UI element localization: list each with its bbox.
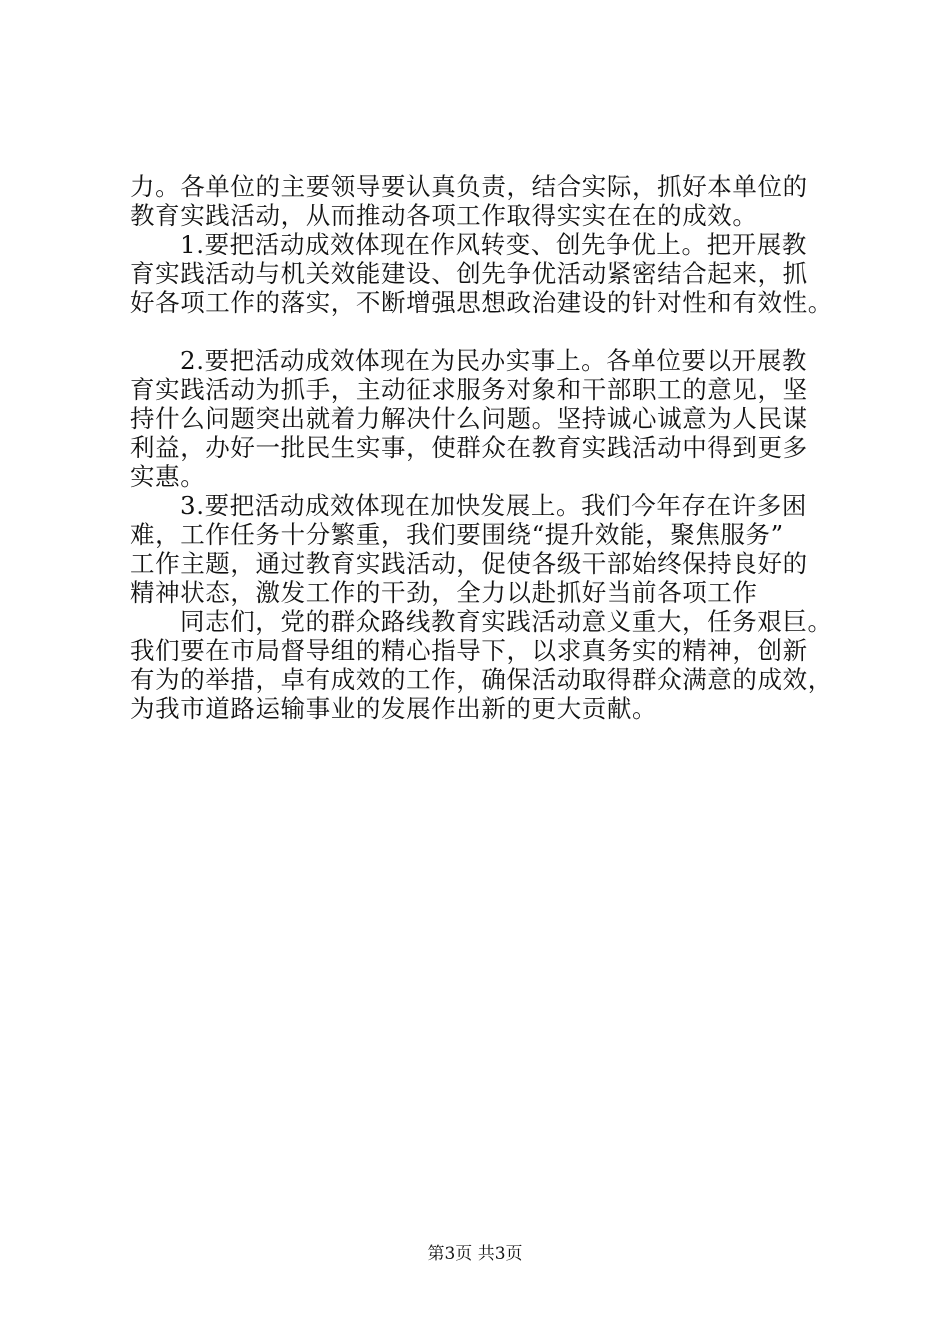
- text-line: 好各项工作的落实，不断增强思想政治建设的针对性和有效性。: [130, 288, 833, 317]
- page-footer: [0, 1243, 950, 1265]
- document-body: [130, 172, 850, 723]
- text-line: 利益，办好一批民生实事，使群众在教育实践活动中得到更多: [130, 433, 808, 462]
- text-line: 实惠。: [130, 462, 206, 491]
- text-line: 3.要把活动成效体现在加快发展上。我们今年存在许多困: [180, 491, 807, 520]
- text-line: 精神状态，激发工作的干劲，全力以赴抓好当前各项工作: [130, 578, 758, 607]
- text-line: 1.要把活动成效体现在作风转变、创先争优上。把开展教: [180, 230, 807, 259]
- paragraph-gap: [130, 317, 850, 346]
- text-line: 工作主题，通过教育实践活动，促使各级干部始终保持良好的: [130, 549, 808, 578]
- text-line: 教育实践活动，从而推动各项工作取得实实在在的成效。: [130, 201, 758, 230]
- text-line: 难，工作任务十分繁重，我们要围绕“提升效能，聚焦服务”: [130, 520, 784, 549]
- text-line: 有为的举措，卓有成效的工作，确保活动取得群众满意的成效，: [130, 665, 833, 694]
- page-number-label: 第3页 共3页: [427, 1244, 523, 1264]
- text-line: 2.要把活动成效体现在为民办实事上。各单位要以开展教: [180, 346, 807, 375]
- text-line: 为我市道路运输事业的发展作出新的更大贡献。: [130, 694, 658, 723]
- text-line: 我们要在市局督导组的精心指导下，以求真务实的精神，创新: [130, 636, 808, 665]
- text-line: 育实践活动与机关效能建设、创先争优活动紧密结合起来，抓: [130, 259, 808, 288]
- text-line: 育实践活动为抓手，主动征求服务对象和干部职工的意见，坚: [130, 375, 808, 404]
- text-line: 持什么问题突出就着力解决什么问题。坚持诚心诚意为人民谋: [130, 404, 808, 433]
- text-line: 力。各单位的主要领导要认真负责，结合实际，抓好本单位的: [130, 172, 808, 201]
- text-line: 同志们，党的群众路线教育实践活动意义重大，任务艰巨。: [180, 607, 833, 636]
